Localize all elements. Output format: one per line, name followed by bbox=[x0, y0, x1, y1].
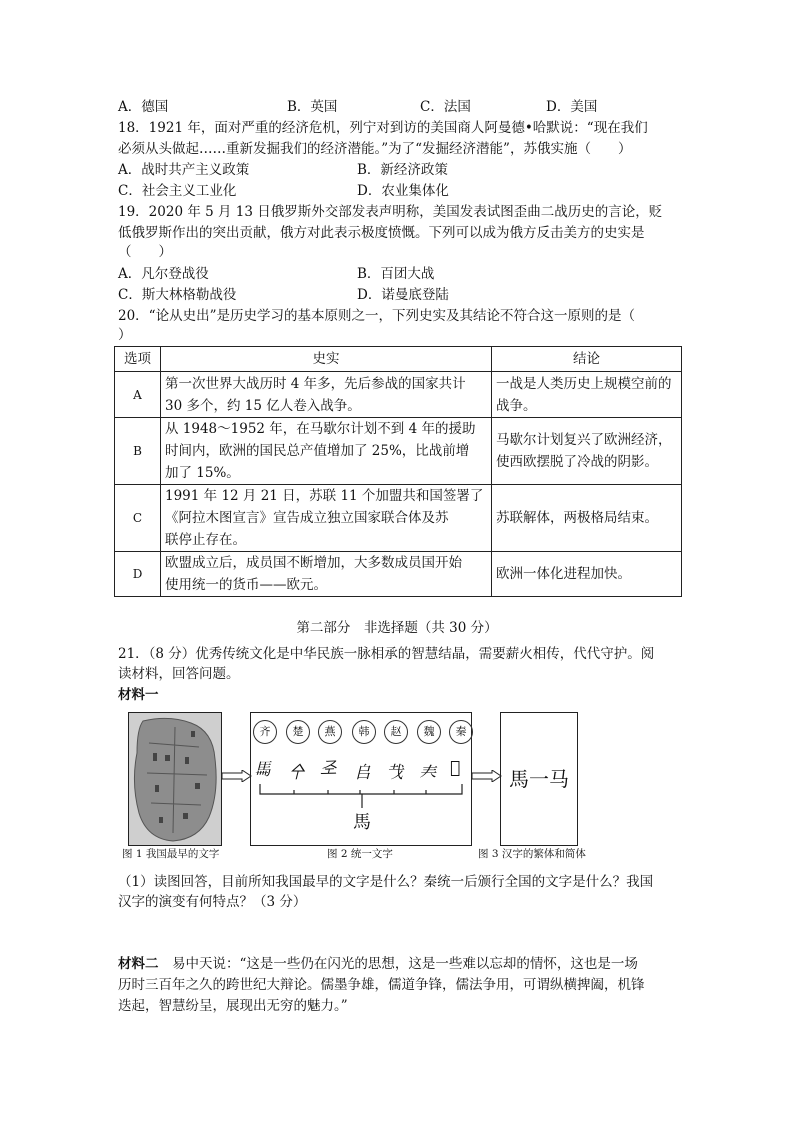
oracle-bone-image bbox=[128, 712, 222, 846]
state-seal-yan: 燕 bbox=[318, 720, 342, 744]
q18-stem-line1: 18．1921 年，面对严重的经济危机，列宁对到访的美国商人阿曼德•哈默说：“现在我们 bbox=[118, 120, 648, 136]
header-option: 选项 bbox=[115, 347, 161, 372]
table-header-row bbox=[115, 347, 682, 372]
q18-option-a: A．战时共产主义政策 bbox=[118, 162, 250, 178]
q20-stem-line2: ） bbox=[118, 327, 132, 343]
state-seal-han: 韩 bbox=[352, 720, 376, 744]
horse-glyph-qin: 𢑚 bbox=[450, 758, 461, 778]
state-seal-qin: 秦 bbox=[449, 720, 473, 744]
arrow-right-icon bbox=[472, 770, 502, 786]
horse-glyph-yan: 𢀖 bbox=[320, 758, 337, 778]
caption-fig2: 图 2 统一文字 bbox=[327, 848, 393, 860]
q18-option-d: D．农业集体化 bbox=[357, 183, 449, 199]
q17-option-c: C．法国 bbox=[420, 99, 471, 115]
row-conclusion: 欧洲一体化进程加快。 bbox=[492, 552, 682, 597]
material1-label: 材料一 bbox=[118, 687, 159, 703]
material2-line3: 迭起，智慧纷呈，展现出无穷的魅力。” bbox=[118, 998, 348, 1014]
horse-glyph-chu: 㐃 bbox=[288, 763, 305, 783]
row-option: A bbox=[115, 372, 161, 418]
table-row bbox=[115, 485, 682, 552]
material2-line2: 历时三百年之久的跨世纪大辩论。儒墨争雄，儒道争锋，儒法争用，可谓纵横捭阖，机锋 bbox=[118, 977, 645, 993]
caption-fig3: 图 3 汉字的繁体和简体 bbox=[478, 848, 586, 860]
arrow-right-icon bbox=[222, 770, 252, 786]
state-seal-wei: 魏 bbox=[417, 720, 441, 744]
material2-line1: 材料二 易中天说：“这是一些仍在闪光的思想，这是一些难以忘却的情怀，这也是一场 bbox=[118, 956, 638, 972]
q20-table bbox=[114, 346, 682, 597]
state-seal-chu: 楚 bbox=[286, 720, 310, 744]
state-seal-zhao: 赵 bbox=[384, 720, 408, 744]
horse-glyph-zhao: 𢦏 bbox=[386, 763, 403, 783]
table-row bbox=[115, 552, 682, 597]
row-conclusion: 一战是人类历史上规模空前的 战争。 bbox=[492, 372, 682, 418]
q17-option-a: A．德国 bbox=[118, 99, 169, 115]
q19-option-d: D．诺曼底登陆 bbox=[357, 287, 449, 303]
q21-stem-line1: 21．（8 分）优秀传统文化是中华民族一脉相承的智慧结晶，需要薪火相传，代代守护。阅 bbox=[118, 646, 655, 662]
table-row bbox=[115, 418, 682, 485]
row-fact: 从 1948～1952 年，在马歇尔计划不到 4 年的援助 时间内，欧洲的国民总产值增加了 25%，比战前增 加了 15%。 bbox=[161, 418, 492, 485]
table-row bbox=[115, 372, 682, 418]
q17-option-d: D．美国 bbox=[546, 99, 598, 115]
header-conclusion: 结论 bbox=[492, 347, 682, 372]
header-fact: 史实 bbox=[161, 347, 492, 372]
q21-sub1-line2: 汉字的演变有何特点？（3 分） bbox=[118, 894, 307, 910]
state-seal-qi: 齐 bbox=[253, 720, 277, 744]
q19-stem-line1: 19．2020 年 5 月 13 日俄罗斯外交部发表声明称，美国发表试图歪曲二战历史的言论，贬 bbox=[118, 204, 663, 220]
q21-sub1-line1: （1）读图回答，目前所知我国最早的文字是什么？秦统一后颁行全国的文字是什么？我国 bbox=[118, 874, 654, 890]
row-option: D bbox=[115, 552, 161, 597]
q19-option-c: C．斯大林格勒战役 bbox=[118, 287, 237, 303]
row-fact: 欧盟成立后，成员国不断增加，大多数成员国开始 使用统一的货币——欧元。 bbox=[161, 552, 492, 597]
q18-option-c: C．社会主义工业化 bbox=[118, 183, 237, 199]
q18-stem-line2: 必须从头做起……重新发掘我们的经济潜能。”为了“发掘经济潜能”，苏俄实施（ ） bbox=[118, 141, 632, 157]
row-fact: 第一次世界大战历时 4 年多，先后参战的国家共计 30 多个，约 15 亿人卷入战争。 bbox=[161, 372, 492, 418]
trad-simp-text: 馬一马 bbox=[509, 767, 569, 791]
unified-horse-glyph: 馬 bbox=[353, 812, 371, 833]
row-option: C bbox=[115, 485, 161, 552]
row-option: B bbox=[115, 418, 161, 485]
horse-glyph-han: 𠂤 bbox=[354, 763, 371, 783]
q17-option-b: B．英国 bbox=[287, 99, 338, 115]
q18-option-b: B．新经济政策 bbox=[357, 162, 448, 178]
q19-option-a: A．凡尔登战役 bbox=[118, 266, 209, 282]
row-conclusion: 苏联解体，两极格局结束。 bbox=[492, 485, 682, 552]
horse-glyph-qi: 𩡧 bbox=[254, 760, 271, 780]
row-conclusion: 马歇尔计划复兴了欧洲经济， 使西欧摆脱了冷战的阴影。 bbox=[492, 418, 682, 485]
part2-title: 第二部分 非选择题（共 30 分） bbox=[296, 620, 498, 636]
horse-glyph-wei: 𡗗 bbox=[419, 763, 436, 783]
row-fact: 1991 年 12 月 21 日，苏联 11 个加盟共和国签署了 《阿拉木图宣言》宣告成立独立国家联合体及苏 联停止存在。 bbox=[161, 485, 492, 552]
q21-stem-line2: 读材料，回答问题。 bbox=[118, 666, 240, 682]
q20-stem-line1: 20．“论从史出”是历史学习的基本原则之一，下列史实及其结论不符合这一原则的是（ bbox=[118, 308, 635, 324]
q19-option-b: B．百团大战 bbox=[357, 266, 435, 282]
material2-label: 材料二 bbox=[118, 956, 159, 972]
caption-fig1: 图 1 我国最早的文字 bbox=[122, 848, 220, 860]
q19-stem-line2: 低俄罗斯作出的突出贡献，俄方对此表示极度愤慨。下列可以成为俄方反击美方的史实是 bbox=[118, 225, 645, 241]
q19-stem-line3: （ ） bbox=[118, 244, 172, 260]
